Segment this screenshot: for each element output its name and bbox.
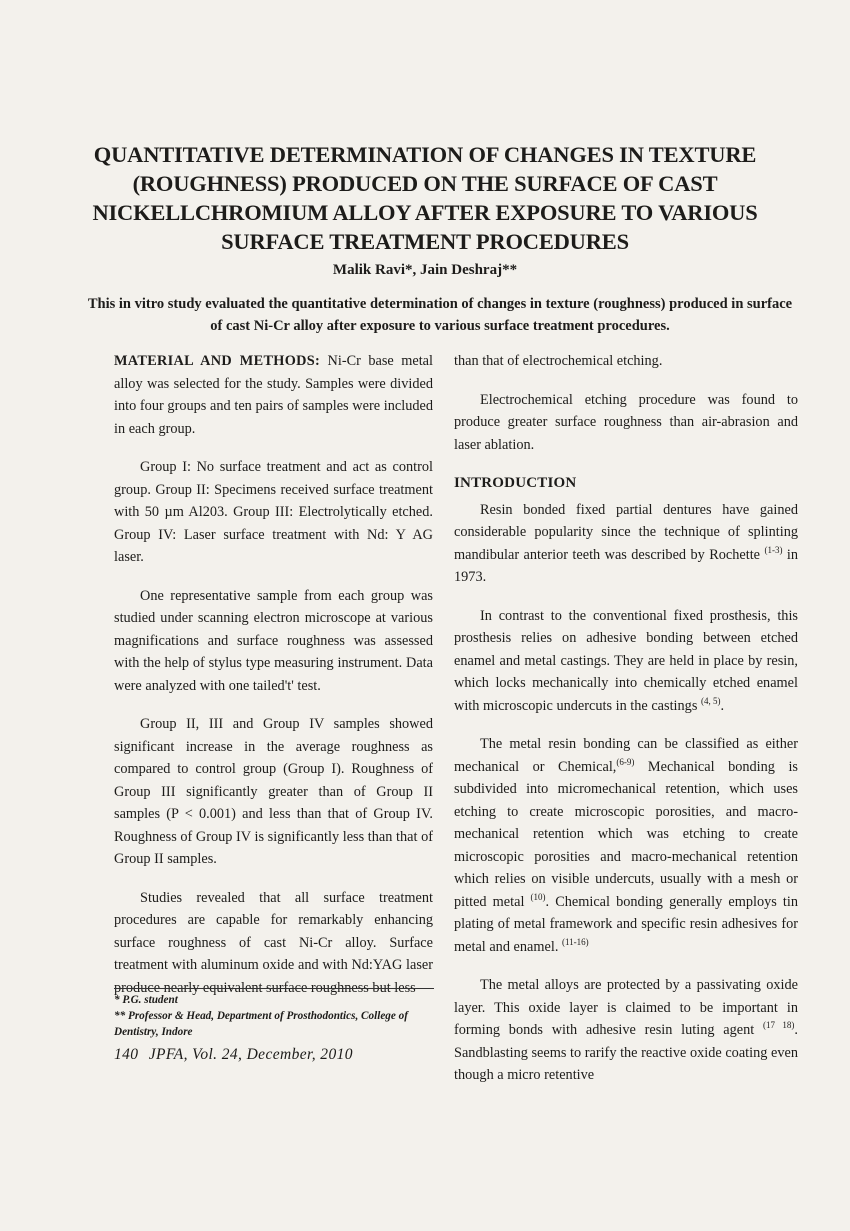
citation-ref: (1-3)	[764, 544, 783, 555]
footnote-divider	[114, 988, 434, 989]
page-footer	[114, 1046, 444, 1064]
abstract-summary: This in vitro study evaluated the quantitative determination of changes in texture (roughness) produced in surface of cast Ni-Cr alloy after exposure to various surface treatment procedures.	[87, 296, 793, 334]
results-paragraph: Group II, III and Group IV samples showed significant increase in the average roughness as compared to control group (Group I). Roughness of Group III significantly greater than of Group II samples (P < 0.001) and less than that of Group IV. Roughness of Group IV is significantly less than that of Group II samples.	[114, 716, 433, 867]
intro-tail-1: in 1973.	[454, 546, 798, 585]
intro-text-4b: . Sandblasting seems to rarify the reactive oxide coating even though a micro retentive	[454, 1022, 798, 1083]
intro-paragraph-1	[454, 499, 798, 589]
conclusion-paragraph: Studies revealed that all surface treatment procedures are capable for remarkably enhancing surface roughness of cast Ni-Cr alloy. Surface treatment with aluminum oxide and with Nd:YAG laser produce nearly equivalent surface roughness but less	[114, 889, 433, 996]
page-number: 140	[114, 1046, 139, 1063]
footnotes	[114, 992, 434, 1040]
continuation-paragraph: than that of electrochemical etching.	[454, 353, 663, 369]
left-column	[114, 350, 433, 1015]
intro-paragraph-2	[454, 605, 798, 718]
citation-ref: (17 18)	[763, 1020, 795, 1031]
citation-ref: (4, 5)	[700, 695, 721, 706]
intro-text-2: In contrast to the conventional fixed prosthesis, this prosthesis relies on adhesive bonding between etched enamel and metal castings. They are held in place by resin, which locks mechanically into chemically etched enamel with microscopic undercuts in the castings	[454, 607, 798, 714]
citation-ref: (6-9)	[616, 756, 635, 767]
intro-text-1: Resin bonded fixed partial dentures have gained considerable popularity since the technique of splinting mandibular anterior teeth was described by Rochette	[454, 501, 798, 563]
intro-text-3a: The metal resin bonding can be classified as either mechanical or Chemical,	[454, 736, 798, 775]
citation-ref: (11-16)	[561, 936, 589, 947]
methods-heading: MATERIAL AND METHODS:	[114, 353, 321, 369]
sem-paragraph: One representative sample from each group was studied under scanning electron microscope at various magnifications and surface roughness was assessed with the help of stylus type measuring instrument. Data were analyzed with one tailed't' test.	[114, 587, 433, 694]
right-column	[454, 350, 798, 1103]
intro-paragraph-4	[454, 974, 798, 1087]
article-title: QUANTITATIVE DETERMINATION OF CHANGES IN TEXTURE (ROUGHNESS) PRODUCED ON THE SURFACE OF CAST NICKELLCHROMIUM ALLOY AFTER EXPOSURE TO VARIOUS SURFACE TREATMENT PROCEDURES	[92, 142, 758, 254]
methods-text: Ni-Cr base metal alloy was selected for the study. Samples were divided into four groups and ten pairs of samples were included in each group.	[114, 353, 433, 437]
etching-paragraph: Electrochemical etching procedure was found to produce greater surface roughness than air-abrasion and laser ablation.	[454, 391, 798, 453]
footnote-student: * P.G. student	[114, 994, 178, 1006]
intro-text-4a: The metal alloys are protected by a passivating oxide layer. This oxide layer is claimed to be important in forming bonds with adhesive resin luting agent	[454, 977, 798, 1038]
intro-tail-2: .	[720, 697, 725, 714]
intro-paragraph-3	[454, 733, 798, 958]
journal-citation: JPFA, Vol. 24, December, 2010	[148, 1046, 353, 1063]
footnote-professor: ** Professor & Head, Department of Prosthodontics, College of Dentistry, Indore	[114, 1010, 408, 1038]
groups-paragraph: Group I: No surface treatment and act as control group. Group II: Specimens received surface treatment with 50 µm Al203. Group III: Electrolytically etched. Group IV: Laser surface treatment with Nd: Y AG laser.	[114, 459, 433, 565]
authors-line: Malik Ravi*, Jain Deshraj**	[332, 262, 518, 278]
methods-paragraph	[114, 350, 433, 440]
citation-ref: (10)	[530, 891, 546, 902]
introduction-heading: INTRODUCTION	[454, 475, 577, 491]
intro-text-3b: Mechanical bonding is subdivided into micromechanical retention, which uses etching to create microscopic porosities, and macro-mechanical retention which was etching to create microscopic porosities and macro-mechanical retention which relies on visible undercuts, usually with a mesh or pitted metal	[454, 758, 798, 910]
intro-text-3c: . Chemical bonding generally employs tin plating of metal framework and specific resin adhesives for metal and enamel.	[454, 893, 798, 955]
